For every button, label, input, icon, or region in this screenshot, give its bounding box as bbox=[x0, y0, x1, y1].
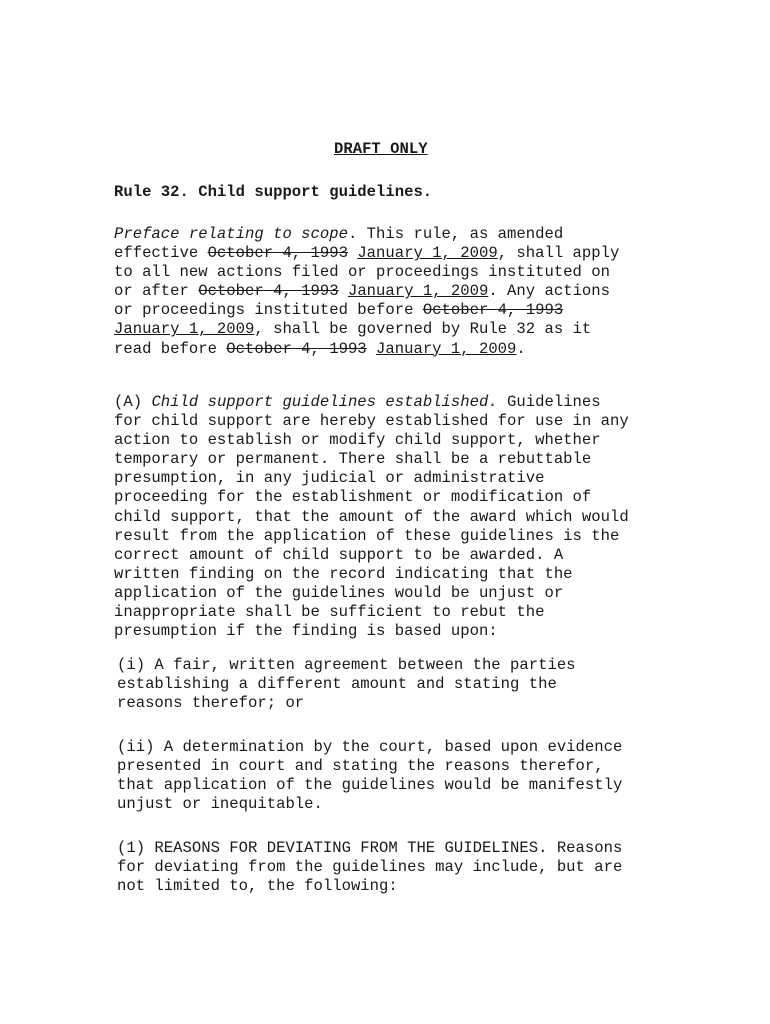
deleted-date: October 4, 1993 bbox=[198, 282, 339, 301]
rule-title: Rule 32. Child support guidelines. bbox=[114, 183, 433, 201]
deleted-date: October 4, 1993 bbox=[226, 339, 367, 358]
preface-text: . This rule, as amended effective bbox=[114, 225, 564, 263]
inserted-date: January 1, 2009 bbox=[114, 320, 255, 339]
preface-text: . Any actions or proceedings instituted before bbox=[114, 282, 610, 320]
preface-text: , shall be governed by Rule 32 as it read before bbox=[114, 320, 592, 358]
preface-text bbox=[367, 340, 376, 358]
inserted-date: January 1, 2009 bbox=[357, 244, 498, 263]
preface-text: , shall apply to all new actions filed or proceedings instituted on or after bbox=[114, 244, 620, 301]
preface-text: . bbox=[516, 339, 526, 358]
item-1-paragraph: (1) REASONS FOR DEVIATING FROM THE GUIDELINES. Reasons for deviating from the guidelines may include, but are not limited to, the following: bbox=[117, 839, 623, 896]
deleted-date: October 4, 1993 bbox=[207, 244, 348, 263]
draft-label: DRAFT ONLY bbox=[334, 140, 428, 158]
inserted-date: January 1, 2009 bbox=[347, 282, 489, 301]
section-a-heading: Child support guidelines established. bbox=[151, 393, 498, 411]
section-a-body: Guidelines for child support are hereby established for use in any action to establish or modify child support, whether temporary or permanent. There shall be a rebuttable presumption, in any judicial or administrative proceeding for the establishment or modification of child support, that the amount of the award which would result from the application of these guidelines is the correct amount of child support to be awarded. A written finding on the record indicating that the application of the guidelines would be unjust or inappropriate shall be sufficient to rebut the presumption if the finding is based upon: bbox=[114, 393, 629, 641]
preface-heading: Preface relating to scope bbox=[114, 225, 348, 243]
item-ii-paragraph: (ii) A determination by the court, based upon evidence presented in court and stating the reasons therefor, that application of the guidelines would be manifestly unjust or inequitable. bbox=[117, 738, 623, 814]
section-a-paragraph bbox=[114, 393, 674, 641]
deleted-date: October 4, 1993 bbox=[422, 301, 564, 320]
preface-paragraph bbox=[114, 225, 674, 359]
preface-text bbox=[339, 282, 348, 300]
inserted-date: January 1, 2009 bbox=[376, 339, 517, 358]
preface-text bbox=[348, 244, 357, 262]
item-i-paragraph: (i) A fair, written agreement between the parties establishing a different amount and stating the reasons therefor; or bbox=[117, 656, 576, 713]
section-a-prefix: (A) bbox=[114, 393, 152, 411]
